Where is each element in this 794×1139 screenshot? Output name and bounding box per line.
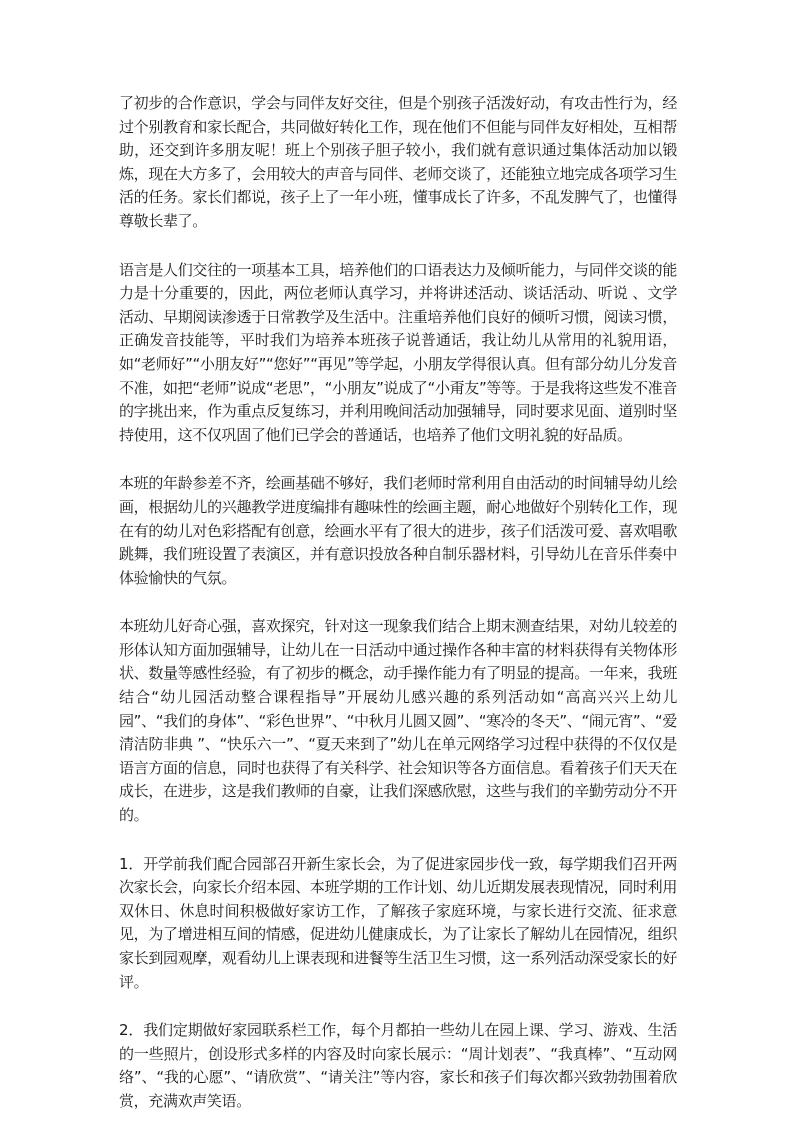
document-body	[119, 92, 677, 1139]
paragraph-parent-meeting: 1．开学前我们配合园部召开新生家长会，为了促进家园步伐一致，每学期我们召开两次家长会，向家长介绍本园、本班学期的工作计划、幼儿近期发展表现情况，同时利用双休日、休息时间积极做好家访工作，了解孩子家庭环境，与家长进行交流、征求意见，为了增进相互间的情感，促进幼儿健康成长，为了让家长了解幼儿在园情况，组织家长到园观摩，观看幼儿上课表现和进餐等生活卫生习惯，这一系列活动深受家长的好评。	[119, 854, 677, 991]
paragraph-art: 本班的年龄参差不齐，绘画基础不够好，我们老师时常利用自由活动的时间辅导幼儿绘画，根据幼儿的兴趣教学进度编排有趣味性的绘画主题，耐心地做好个别转化工作，现在有的幼儿对色彩搭配有创意，绘画水平有了很大的进步，孩子们活泼可爱、喜欢唱歌跳舞，我们班设置了表演区，并有意识投放各种自制乐器材料，引导幼儿在音乐伴奏中体验愉快的气氛。	[119, 474, 677, 587]
paragraph-cooperation: 了初步的合作意识，学会与同伴友好交往，但是个别孩子活泼好动，有攻击性行为，经过个别教育和家长配合，共同做好转化工作，现在他们不但能与同伴友好相处，互相帮助，还交到许多朋友呢！班上个别孩子胆子较小，我们就有意识通过集体活动加以锻炼，现在大方多了，会用较大的声音与同伴、老师交谈了，还能独立地完成各项学习生活的任务。家长们都说，孩子上了一年小班，懂事成长了许多，不乱发脾气了，也懂得尊敬长辈了。	[119, 94, 677, 230]
paragraph-curiosity: 本班幼儿好奇心强，喜欢探究，针对这一现象我们结合上期末测查结果，对幼儿较差的形体认知方面加强辅导，让幼儿在一日活动中通过操作各种丰富的材料获得有关物体形状、数量等感性经验，有了初步的概念，动手操作能力有了明显的提高。一年来，我班结合“幼儿园活动整合课程指导”开展幼儿感兴趣的系列活动如“高高兴兴上幼儿园”、“我们的身体”、“彩色世界”、“中秋月儿圆又圆”、“寒冷的冬天”、“闹元宵”、“爱清洁防非典 ”、“快乐六一”、“夏天来到了”幼儿在单元网络学习过程中获得的不仅仅是语言方面的信息，同时也获得了有关科学、社会知识等各方面信息。看着孩子们天天在成长，在进步，这是我们教师的自豪，让我们深感欣慰，这些与我们的辛勤劳动分不开的。	[119, 617, 677, 825]
paragraph-language: 语言是人们交往的一项基本工具，培养他们的口语表达力及倾听能力，与同伴交谈的能力是十分重要的，因此，两位老师认真学习，并将讲述活动、谈话活动、听说 、文学活动、早期阅读渗透于日常教学及生活中。注重培养他们良好的倾听习惯，阅读习惯，正确发音技能等，平时我们为培养本班孩子说普通话，我让幼儿从常用的礼貌用语，如“老师好”“小朋友好”“您好”“再见”等学起，小朋友学得很认真。但有部分幼儿分发音不准，如把“老师”说成“老思”，“小朋友”说成了“小甭友”等等。于是我将这些发不准音的字挑出来，作为重点反复练习，并利用晚间活动加强辅导，同时要求见面、道别时坚持使用，这不仅巩固了他们已学会的普通话，也培养了他们文明礼貌的好品质。	[119, 260, 677, 444]
paragraph-contact-board: 2．我们定期做好家园联系栏工作，每个月都拍一些幼儿在园上课、学习、游戏、生活的一些照片，创设形式多样的内容及时向家长展示：“周计划表”、“我真棒”、“互动网络”、“我的心愿”、“请欣赏”、“请关注”等内容，家长和孩子们每次都兴致勃勃围着欣赏，充满欢声笑语。	[119, 1021, 677, 1110]
